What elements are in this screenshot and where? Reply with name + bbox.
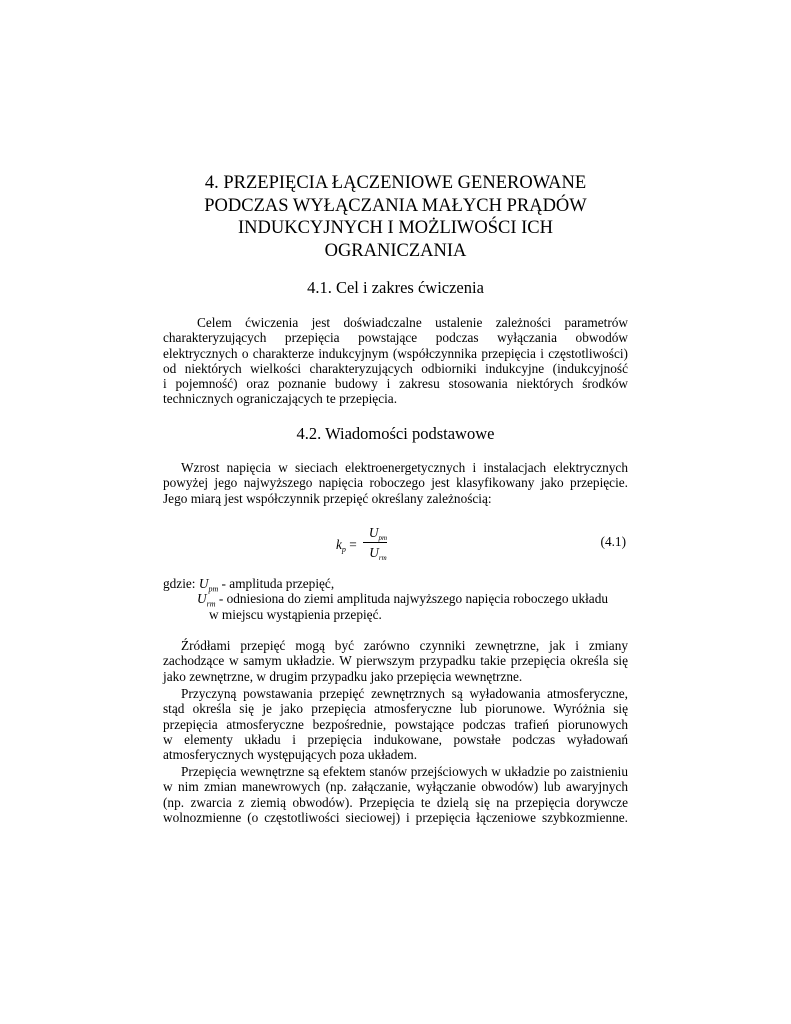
formula-subscript: p — [341, 545, 346, 554]
formula-equals: = — [349, 537, 357, 552]
chapter-title — [163, 172, 628, 262]
text-line: i pojemność) oraz poznanie budowy i zakresu stosowania niektórych środków — [163, 376, 628, 392]
text-line: powyżej jego najwyższego napięcia roboczego jest klasyfikowany jako przepięcie. — [163, 475, 628, 491]
paragraph-intro — [163, 460, 628, 506]
legend-symbol: U — [198, 576, 209, 591]
section-heading-4-2: 4.2. Wiadomości podstawowe — [296, 424, 495, 443]
text-line: Wzrost napięcia w sieciach elektroenergetycznych i instalacjach elektrycznych — [181, 460, 628, 475]
text-line: Przyczyną powstawania przepięć zewnętrznych są wyładowania atmosferyczne, — [181, 686, 628, 701]
text-line: w elementy układu i przepięcia indukowane, powstałe podczas wyładowań — [163, 731, 628, 747]
formula-numerator — [363, 525, 387, 541]
text-line: technicznych ograniczających te przepięcia. — [163, 391, 398, 407]
text-line: w nim zmian manewrowych (np. załączanie, wyłączanie obwodów) lub awaryjnych — [163, 779, 628, 795]
legend-text: - amplituda przepięć, — [218, 576, 335, 591]
text-line: Przepięcia wewnętrzne są efektem stanów przejściowych w układzie po zaistnieniu — [181, 764, 628, 779]
fraction-bar — [363, 542, 387, 543]
formula-fraction — [363, 525, 387, 561]
text-line: (np. zwarcia z ziemią obwodów). Przepięcia te dzielą się na przepięcia dorywcze — [163, 794, 628, 810]
chapter-title-line: 4. PRZEPIĘCIA ŁĄCZENIOWE GENEROWANE — [204, 173, 587, 193]
text-line: elektrycznych o charakterze indukcyjnym (współczynnika przepięcia i częstotliwości) — [163, 345, 628, 361]
legend-row — [163, 591, 628, 609]
formula-denominator — [363, 545, 387, 561]
text-line: zachodzące w samym układzie. W pierwszym przypadku takie przepięcia określa się — [163, 653, 628, 669]
formula-legend — [163, 576, 628, 622]
legend-label: gdzie: — [163, 576, 199, 591]
chapter-title-line: OGRANICZANIA — [324, 240, 467, 261]
legend-text: - odniesiona do ziemi amplituda najwyższego napięcia roboczego układu — [215, 591, 608, 607]
formula-subscript: rm — [378, 554, 387, 562]
text-line: charakteryzujących przepięcia powstające podczas wyłączania obwodów — [163, 330, 628, 346]
legend-continuation: w miejscu wystąpienia przepięć. — [209, 606, 382, 622]
formula-lhs — [336, 537, 357, 554]
formula-subscript: pm — [378, 534, 388, 542]
formula-4-1 — [163, 525, 628, 565]
text-line: przepięcia atmosferyczne bezpośrednie, powstające podczas trafień piorunowych — [163, 716, 628, 732]
text-line: Źródłami przepięć mogą być zarówno czynniki zewnętrzne, jak i zmiany — [181, 638, 628, 653]
text-line: jako zewnętrzne, w drugim przypadku jako przepięcia wewnętrzne. — [163, 668, 523, 684]
paragraph-external — [163, 686, 628, 762]
formula-symbol: k — [336, 537, 342, 552]
section-heading-4-1: 4.1. Cel i zakres ćwiczenia — [307, 278, 484, 297]
text-line: atmosferycznych występujących poza układem. — [163, 747, 418, 763]
formula-symbol: U — [368, 525, 379, 540]
paragraph-internal — [163, 764, 628, 825]
text-line: stąd określa się je jako przepięcia atmosferyczne lub piorunowe. Wyróżnia się — [163, 701, 628, 717]
chapter-title-line: INDUKCYJNYCH I MOŻLIWOŚCI ICH — [238, 218, 553, 238]
legend-symbol: U — [197, 591, 207, 607]
paragraph-goal — [163, 315, 628, 407]
text-line: od niektórych wielkości charakteryzujących odbiorniki indukcyjne (indukcyjność — [163, 360, 628, 376]
chapter-title-line: PODCZAS WYŁĄCZANIA MAŁYCH PRĄDÓW — [204, 195, 587, 216]
equation-number: (4.1) — [600, 534, 626, 549]
paragraph-sources — [163, 638, 628, 684]
text-line: Celem ćwiczenia jest doświadczalne ustalenie zależności parametrów — [197, 315, 628, 330]
text-line: Jego miarą jest współczynnik przepięć określany zależnością: — [163, 490, 492, 506]
text-line: wolnozmienne (o częstotliwości sieciowej) i przepięcia łączeniowe szybkozmienne. — [163, 809, 628, 825]
legend-row — [163, 576, 628, 594]
legend-subscript: rm — [206, 599, 216, 609]
legend-subscript: pm — [208, 584, 219, 594]
formula-symbol: U — [369, 545, 379, 560]
